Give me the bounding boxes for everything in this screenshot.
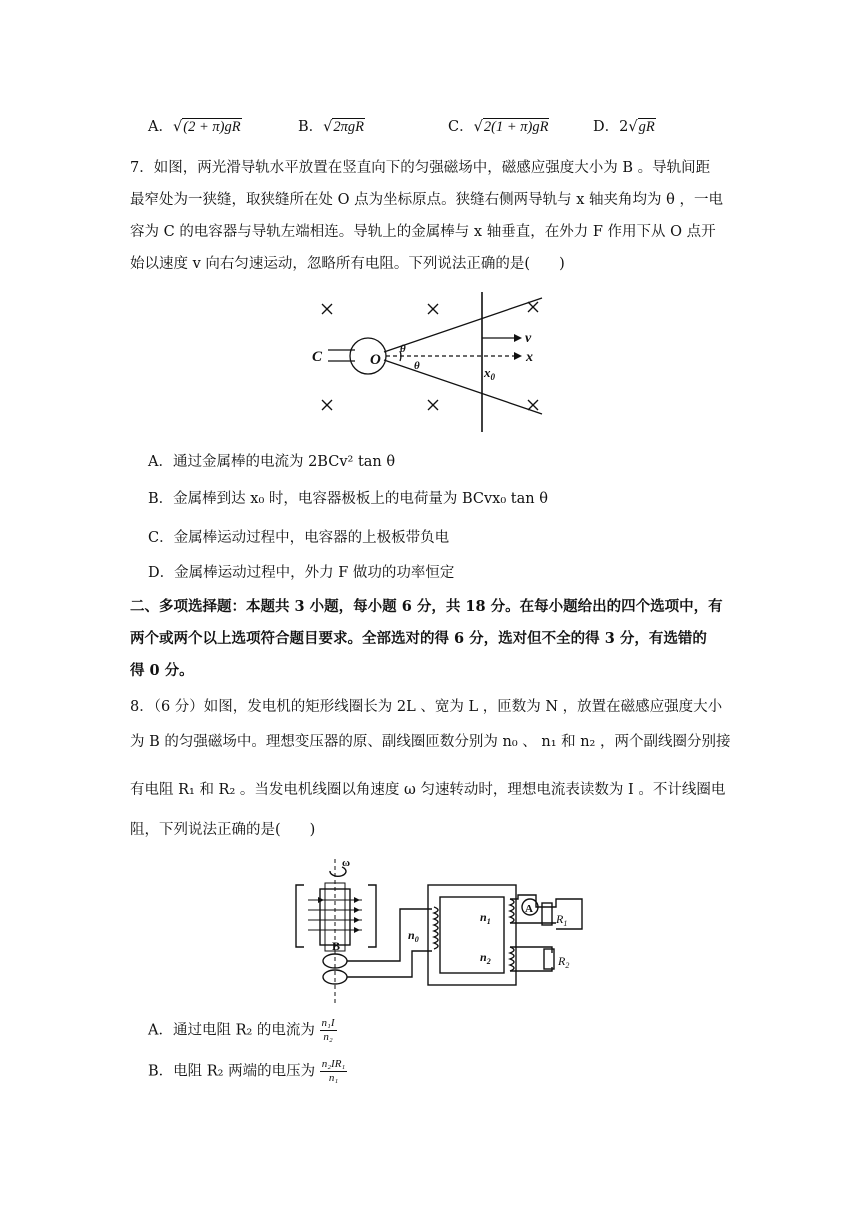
q7-option-a: A．通过金属棒的电流为 2BCv² tan θ — [148, 454, 396, 470]
origin-label: O — [370, 352, 381, 368]
q6-option-b: B．√2πgR — [298, 119, 365, 135]
q8-stem-line-1: 8．（6 分）如图，发电机的矩形线圈长为 2L 、宽为 L ，匝数为 N ，放置在磁感应强度大小 — [130, 699, 723, 715]
q7-option-b: B．金属棒到达 x₀ 时，电容器极板上的电荷量为 BCvx₀ tan θ — [148, 491, 548, 507]
magnetic-field-cross-1 — [322, 304, 332, 314]
magnetic-field-cross-3 — [322, 400, 332, 410]
n0-label: $n_0$ — [408, 928, 419, 944]
q7-stem-line-3: 容为 C 的电容器与导轨左端相连。导轨上的金属棒与 x 轴垂直，在外力 F 作用下从 O 点开 — [130, 224, 716, 240]
q8-option-a: A．通过电阻 R₂ 的电流为 $\frac{\text{n₁I}}{\text{n₂}}$ — [148, 1017, 335, 1043]
section2-line-1: 二、多项选择题：本题共 3 小题，每小题 6 分，共 18 分。在每小题给出的四个选项中，有 — [130, 598, 723, 615]
velocity-label: v — [525, 331, 532, 346]
x0-label: $x_0$ — [484, 365, 495, 382]
magnetic-field-cross-4 — [428, 400, 438, 410]
q6-option-a: A．√(2 + π)gR — [148, 119, 241, 135]
q6-option-d: D．2√gR — [593, 119, 655, 135]
q8-option-a-fraction: $\frac{\text{n₁I}}{\text{n₂}}$ — [321, 1017, 335, 1043]
q7-rail-figure — [310, 288, 560, 436]
r1-label: $R_1$ — [556, 912, 568, 928]
q7-option-d: D．金属棒运动过程中，外力 F 做功的功率恒定 — [148, 565, 455, 581]
q8-generator-figure — [290, 855, 590, 1005]
n2-label: $n_2$ — [480, 950, 491, 966]
section2-line-2: 两个或两个以上选项符合题目要求。全部选对的得 6 分，选对但不全的得 3 分，有选错的 — [130, 630, 707, 647]
q6-option-c: C．√2(1 + π)gR — [448, 119, 549, 135]
q8-stem-line-4: 阻，下列说法正确的是( ) — [130, 822, 316, 838]
q7-stem-line-4: 始以速度 v 向右匀速运动，忽略所有电阻。下列说法正确的是( ) — [130, 256, 565, 272]
q8-option-b: B．电阻 R₂ 两端的电压为 $\frac{\text{n₂IR₁}}{\text{n₁}}$ — [148, 1058, 346, 1084]
q8-option-b-fraction: $\frac{\text{n₂IR₁}}{\text{n₁}}$ — [321, 1058, 346, 1084]
magnetic-field-cross-2 — [428, 304, 438, 314]
b-field-label: B — [332, 939, 341, 953]
r2-label: $R_2$ — [558, 954, 570, 970]
q7-option-c: C．金属棒运动过程中，电容器的上极板带负电 — [148, 530, 450, 546]
x-axis-label: x — [526, 350, 533, 365]
omega-label: ω — [342, 857, 351, 869]
magnetic-field-cross-5 — [528, 302, 538, 312]
section2-line-3: 得 0 分。 — [130, 662, 194, 679]
ammeter-label: A — [525, 903, 533, 915]
q8-stem-line-2: 为 B 的匀强磁场中。理想变压器的原、副线圈匝数分别为 n₀ 、 n₁ 和 n₂ ，两个副线圈分别接 — [130, 734, 731, 750]
q8-stem-line-3: 有电阻 R₁ 和 R₂ 。当发电机线圈以角速度 ω 匀速转动时，理想电流表读数为 I 。不计线圈电 — [130, 782, 726, 798]
magnetic-field-cross-6 — [528, 400, 538, 410]
capacitor-label: C — [312, 349, 323, 365]
q7-stem-line-1: 7．如图，两光滑导轨水平放置在竖直向下的匀强磁场中，磁感应强度大小为 B 。导轨间距 — [130, 160, 711, 176]
theta-upper-label: θ — [400, 343, 406, 355]
n1-label: $n_1$ — [480, 910, 491, 926]
theta-lower-label: θ — [414, 360, 420, 372]
q7-stem-line-2: 最窄处为一狭缝，取狭缝所在处 O 点为坐标原点。狭缝右侧两导轨与 x 轴夹角均为 θ ，一电 — [130, 192, 723, 208]
